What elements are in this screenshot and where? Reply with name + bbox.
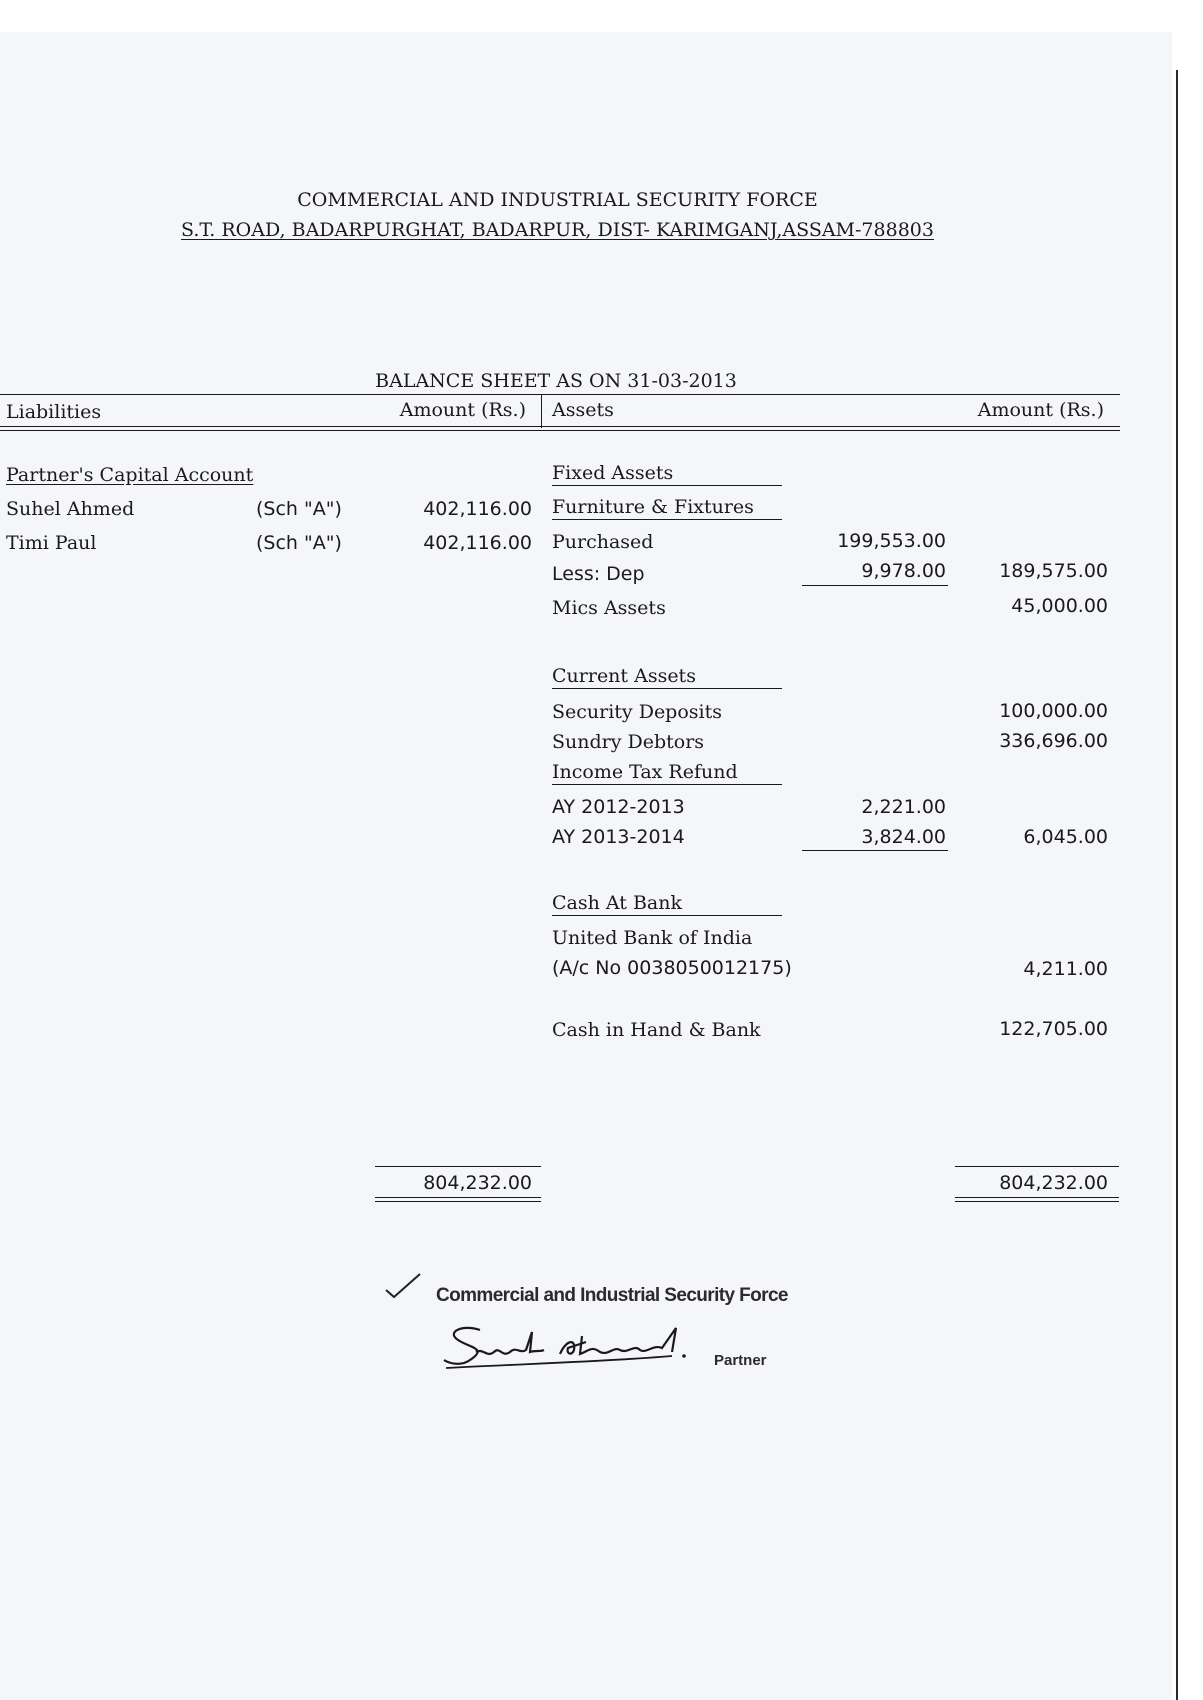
sundry-debtors-amount: 336,696.00 [999, 730, 1108, 752]
total-rule-right-double-1 [955, 1197, 1119, 1198]
less-dep-label: Less: Dep [552, 563, 645, 585]
misc-assets-label: Mics Assets [552, 597, 666, 619]
income-tax-underline [552, 784, 782, 785]
bank-account-number: (A/c No 0038050012175) [552, 957, 792, 979]
page-edge-line [1176, 70, 1178, 1700]
cash-in-hand-amount: 122,705.00 [999, 1018, 1108, 1040]
ay-2012-amount: 2,221.00 [861, 796, 946, 818]
current-assets-underline [552, 688, 782, 689]
less-dep-amount: 9,978.00 [861, 560, 946, 582]
partner-role-label: Partner [714, 1352, 767, 1369]
furniture-net-amount: 189,575.00 [999, 560, 1108, 582]
scanned-page [0, 32, 1172, 1700]
partner-schedule: (Sch "A") [256, 532, 342, 554]
header-divider [541, 394, 542, 428]
header-top-rule [0, 394, 1120, 395]
fixed-assets-underline [552, 485, 782, 486]
company-address: S.T. ROAD, BADARPURGHAT, BADARPUR, DIST- KARIMGANJ,ASSAM-788803 [181, 219, 934, 241]
partner-capital-amount: 402,116.00 [423, 532, 532, 554]
header-bottom-rule-1 [0, 426, 1120, 427]
col-amount-left: Amount (Rs.) [399, 399, 526, 421]
cash-at-bank-heading: Cash At Bank [552, 892, 682, 914]
furniture-heading: Furniture & Fixtures [552, 496, 754, 518]
tax-subtotal-rule [802, 850, 948, 851]
handwritten-signature [440, 1318, 720, 1372]
current-assets-heading: Current Assets [552, 665, 696, 687]
checkmark-icon [384, 1272, 422, 1300]
income-tax-refund-heading: Income Tax Refund [552, 761, 738, 783]
ay-2013-amount: 3,824.00 [861, 826, 946, 848]
total-rule-left-double-1 [375, 1197, 541, 1198]
security-deposits-amount: 100,000.00 [999, 700, 1108, 722]
col-assets: Assets [552, 399, 614, 421]
total-rule-right-top [955, 1166, 1119, 1167]
ay-2012-label: AY 2012-2013 [552, 796, 685, 818]
purchased-amount: 199,553.00 [837, 530, 946, 552]
total-rule-left-double-2 [375, 1201, 541, 1202]
col-liabilities: Liabilities [6, 401, 102, 423]
partner-name: Suhel Ahmed [6, 498, 135, 520]
purchased-label: Purchased [552, 531, 654, 553]
security-deposits-label: Security Deposits [552, 701, 722, 723]
bank-amount: 4,211.00 [1023, 958, 1108, 980]
company-stamp: Commercial and Industrial Security Force [436, 1285, 788, 1306]
ay-2013-label: AY 2013-2014 [552, 826, 685, 848]
dep-subtotal-rule [802, 585, 948, 586]
total-rule-right-double-2 [955, 1201, 1119, 1202]
partner-schedule: (Sch "A") [256, 498, 342, 520]
bank-name: United Bank of India [552, 927, 753, 949]
partners-capital-heading: Partner's Capital Account [6, 464, 254, 486]
col-amount-right: Amount (Rs.) [977, 399, 1104, 421]
cash-at-bank-underline [552, 915, 782, 916]
total-rule-left-top [375, 1166, 541, 1167]
liabilities-total: 804,232.00 [423, 1172, 532, 1194]
partner-name: Timi Paul [6, 532, 97, 554]
partner-capital-amount: 402,116.00 [423, 498, 532, 520]
cash-in-hand-label: Cash in Hand & Bank [552, 1019, 761, 1041]
misc-assets-amount: 45,000.00 [1011, 595, 1108, 617]
furniture-underline [552, 519, 782, 520]
fixed-assets-heading: Fixed Assets [552, 462, 674, 484]
tax-refund-total: 6,045.00 [1023, 826, 1108, 848]
header-bottom-rule-2 [0, 430, 1120, 431]
assets-total: 804,232.00 [999, 1172, 1108, 1194]
sheet-title: BALANCE SHEET AS ON 31-03-2013 [375, 370, 737, 392]
company-name: COMMERCIAL AND INDUSTRIAL SECURITY FORCE [297, 189, 818, 211]
sundry-debtors-label: Sundry Debtors [552, 731, 705, 753]
